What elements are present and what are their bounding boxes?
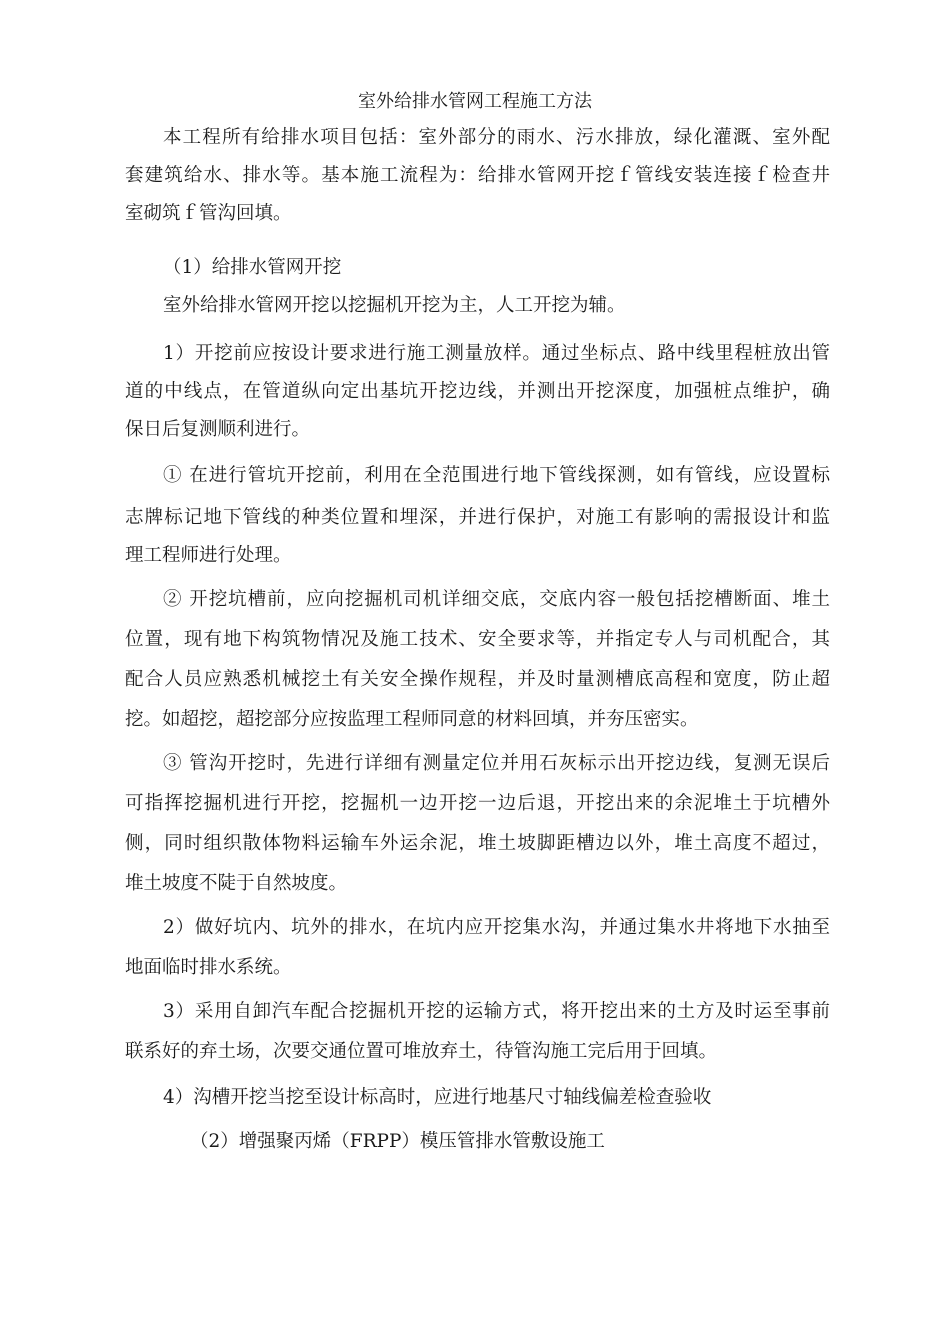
paragraph-line: 位置，现有地下构筑物情况及施工技术、安全要求等，并指定专人与司机配合，其	[125, 629, 830, 650]
paragraph-line: 配合人员应熟悉机械挖土有关安全操作规程，并及时量测槽底高程和宽度，防止超	[125, 669, 830, 690]
paragraph-line: 3）采用自卸汽车配合挖掘机开挖的运输方式，将开挖出来的土方及时运至事前	[163, 1001, 830, 1022]
paragraph-line: 理工程师进行处理。	[125, 545, 292, 566]
paragraph-line: 联系好的弃土场，次要交通位置可堆放弃土，待管沟施工完后用于回填。	[125, 1041, 718, 1062]
paragraph-line: 志牌标记地下管线的种类位置和埋深，并进行保护，对施工有影响的需报设计和监	[125, 507, 830, 528]
section-heading: （1）给排水管网开挖	[163, 257, 342, 278]
paragraph-line: 2）做好坑内、坑外的排水，在坑内应开挖集水沟，并通过集水井将地下水抽至	[163, 917, 830, 938]
section-heading: （2）增强聚丙烯（FRPP）模压管排水管敷设施工	[190, 1131, 605, 1152]
paragraph-line: 地面临时排水系统。	[125, 957, 292, 978]
paragraph-line: 挖。如超挖，超挖部分应按监理工程师同意的材料回填，并夯压密实。	[125, 709, 699, 730]
paragraph-line: 侧，同时组织散体物料运输车外运余泥，堆土坡脚距槽边以外，堆土高度不超过，	[125, 833, 830, 854]
paragraph-line: 室外给排水管网开挖以挖掘机开挖为主，人工开挖为辅。	[163, 295, 626, 316]
document-title: 室外给排水管网工程施工方法	[358, 91, 592, 112]
paragraph-line: 本工程所有给排水项目包括：室外部分的雨水、污水排放，绿化灌溉、室外配	[163, 127, 830, 148]
paragraph-line: ③ 管沟开挖时，先进行详细有测量定位并用石灰标示出开挖边线，复测无误后	[163, 753, 830, 774]
paragraph-line: 保日后复测顺利进行。	[125, 419, 311, 440]
paragraph-line: ② 开挖坑槽前，应向挖掘机司机详细交底，交底内容一般包括挖槽断面、堆土	[163, 589, 830, 610]
paragraph-line: 道的中线点，在管道纵向定出基坑开挖边线，并测出开挖深度，加强桩点维护，确	[125, 381, 830, 402]
paragraph-line: 堆土坡度不陡于自然坡度。	[125, 873, 348, 894]
paragraph-line: 4）沟槽开挖当挖至设计标高时，应进行地基尺寸轴线偏差检查验收	[163, 1087, 712, 1108]
paragraph-line: ① 在进行管坑开挖前，利用在全范围进行地下管线探测，如有管线，应设置标	[163, 465, 830, 486]
paragraph-line: 1）开挖前应按设计要求进行施工测量放样。通过坐标点、路中线里程桩放出管	[163, 343, 830, 364]
paragraph-line: 室砌筑ｆ管沟回填。	[125, 203, 292, 224]
paragraph-line: 套建筑给水、排水等。基本施工流程为：给排水管网开挖ｆ管线安装连接ｆ检查井	[125, 165, 830, 186]
paragraph-line: 可指挥挖掘机进行开挖，挖掘机一边开挖一边后退，开挖出来的余泥堆土于坑槽外	[125, 793, 830, 814]
